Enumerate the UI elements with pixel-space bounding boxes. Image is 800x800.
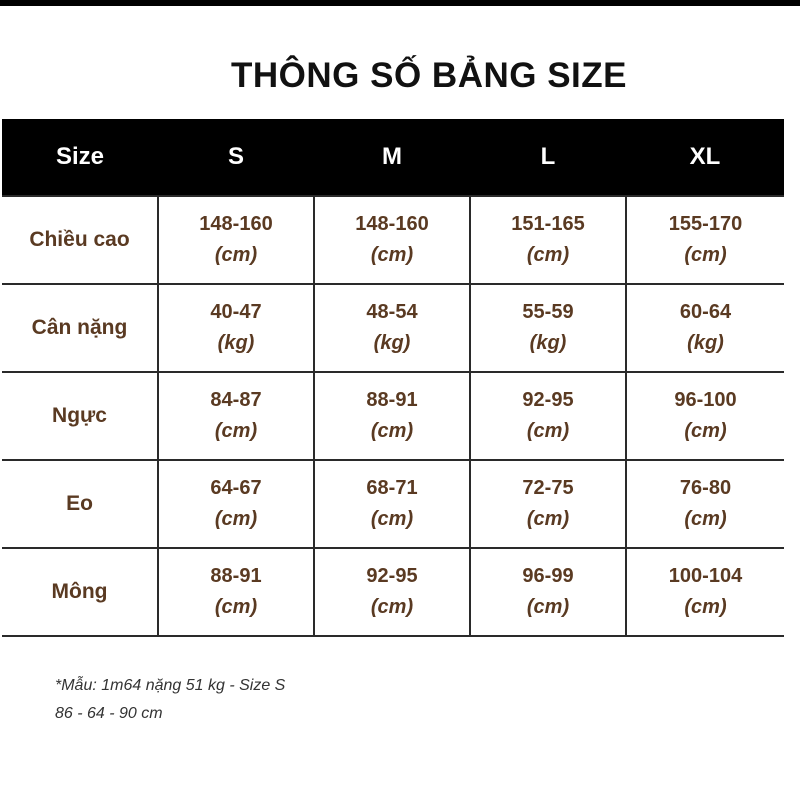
cell-value: 60-64 xyxy=(679,301,732,323)
cell-value: 155-170 xyxy=(668,213,743,235)
cell-unit: (cm) xyxy=(684,244,727,266)
cell-value: 40-47 xyxy=(210,301,262,323)
table-cell xyxy=(158,284,314,372)
table-cell xyxy=(158,460,314,548)
cell-value: 96-100 xyxy=(674,389,737,411)
cell-value: 88-91 xyxy=(210,565,262,587)
cell-value: 92-95 xyxy=(522,389,574,411)
row-label: Cân nặng xyxy=(2,284,158,372)
cell-unit: (cm) xyxy=(214,244,258,266)
table-cell xyxy=(626,196,784,284)
table-cell xyxy=(626,284,784,372)
cell-value: 148-160 xyxy=(355,213,429,235)
cell-unit: (kg) xyxy=(373,332,411,354)
size-chart-table xyxy=(2,119,784,637)
row-label: Eo xyxy=(2,460,158,548)
cell-unit: (cm) xyxy=(214,420,258,442)
cell-value: 148-160 xyxy=(199,213,273,235)
cell-value: 55-59 xyxy=(522,301,574,323)
cell-unit: (cm) xyxy=(370,508,414,530)
cell-value: 64-67 xyxy=(210,477,262,499)
table-cell xyxy=(314,372,470,460)
cell-value: 92-95 xyxy=(366,565,418,587)
page-title: THÔNG SỐ BẢNG SIZE xyxy=(231,56,627,95)
cell-value: 88-91 xyxy=(366,389,418,411)
model-note-line-2: 86 - 64 - 90 cm xyxy=(55,705,163,722)
cell-unit: (kg) xyxy=(529,332,567,354)
table-cell xyxy=(470,548,626,636)
model-note xyxy=(55,672,285,728)
table-cell xyxy=(158,196,314,284)
table-row xyxy=(2,284,784,372)
header-xl: XL xyxy=(626,119,784,196)
table-cell xyxy=(158,372,314,460)
table-cell xyxy=(626,548,784,636)
cell-value: 68-71 xyxy=(366,477,418,499)
cell-unit: (kg) xyxy=(217,332,255,354)
table-cell xyxy=(314,284,470,372)
cell-value: 48-54 xyxy=(366,301,418,323)
cell-value: 84-87 xyxy=(210,389,262,411)
cell-unit: (cm) xyxy=(526,244,570,266)
cell-unit: (cm) xyxy=(214,508,258,530)
table-row xyxy=(2,548,784,636)
cell-unit: (kg) xyxy=(687,332,724,354)
top-border-bar xyxy=(0,0,800,6)
cell-value: 151-165 xyxy=(511,213,585,235)
table-cell xyxy=(470,372,626,460)
cell-value: 96-99 xyxy=(522,565,574,587)
cell-unit: (cm) xyxy=(684,596,727,618)
table-cell xyxy=(470,460,626,548)
cell-unit: (cm) xyxy=(526,508,570,530)
cell-unit: (cm) xyxy=(214,596,258,618)
row-label: Chiều cao xyxy=(2,196,158,284)
table-cell xyxy=(314,548,470,636)
cell-unit: (cm) xyxy=(526,420,570,442)
table-cell xyxy=(158,548,314,636)
header-size: Size xyxy=(2,119,158,196)
cell-value: 76-80 xyxy=(679,477,732,499)
header-s: S xyxy=(158,119,314,196)
table-row xyxy=(2,460,784,548)
row-label: Mông xyxy=(2,548,158,636)
header-m: M xyxy=(314,119,470,196)
table-cell xyxy=(470,196,626,284)
cell-value: 100-104 xyxy=(668,565,743,587)
cell-unit: (cm) xyxy=(684,420,727,442)
cell-unit: (cm) xyxy=(526,596,570,618)
table-header-row xyxy=(2,119,784,196)
header-l: L xyxy=(470,119,626,196)
table-row xyxy=(2,196,784,284)
model-note-line-1: *Mẫu: 1m64 nặng 51 kg - Size S xyxy=(55,677,286,694)
table-cell xyxy=(626,460,784,548)
table-cell xyxy=(314,196,470,284)
cell-unit: (cm) xyxy=(370,244,414,266)
cell-unit: (cm) xyxy=(684,508,727,530)
table-cell xyxy=(470,284,626,372)
table-cell xyxy=(626,372,784,460)
table-cell xyxy=(314,460,470,548)
cell-value: 72-75 xyxy=(522,477,574,499)
row-label: Ngực xyxy=(2,372,158,460)
cell-unit: (cm) xyxy=(370,596,414,618)
cell-unit: (cm) xyxy=(370,420,414,442)
table-row xyxy=(2,372,784,460)
